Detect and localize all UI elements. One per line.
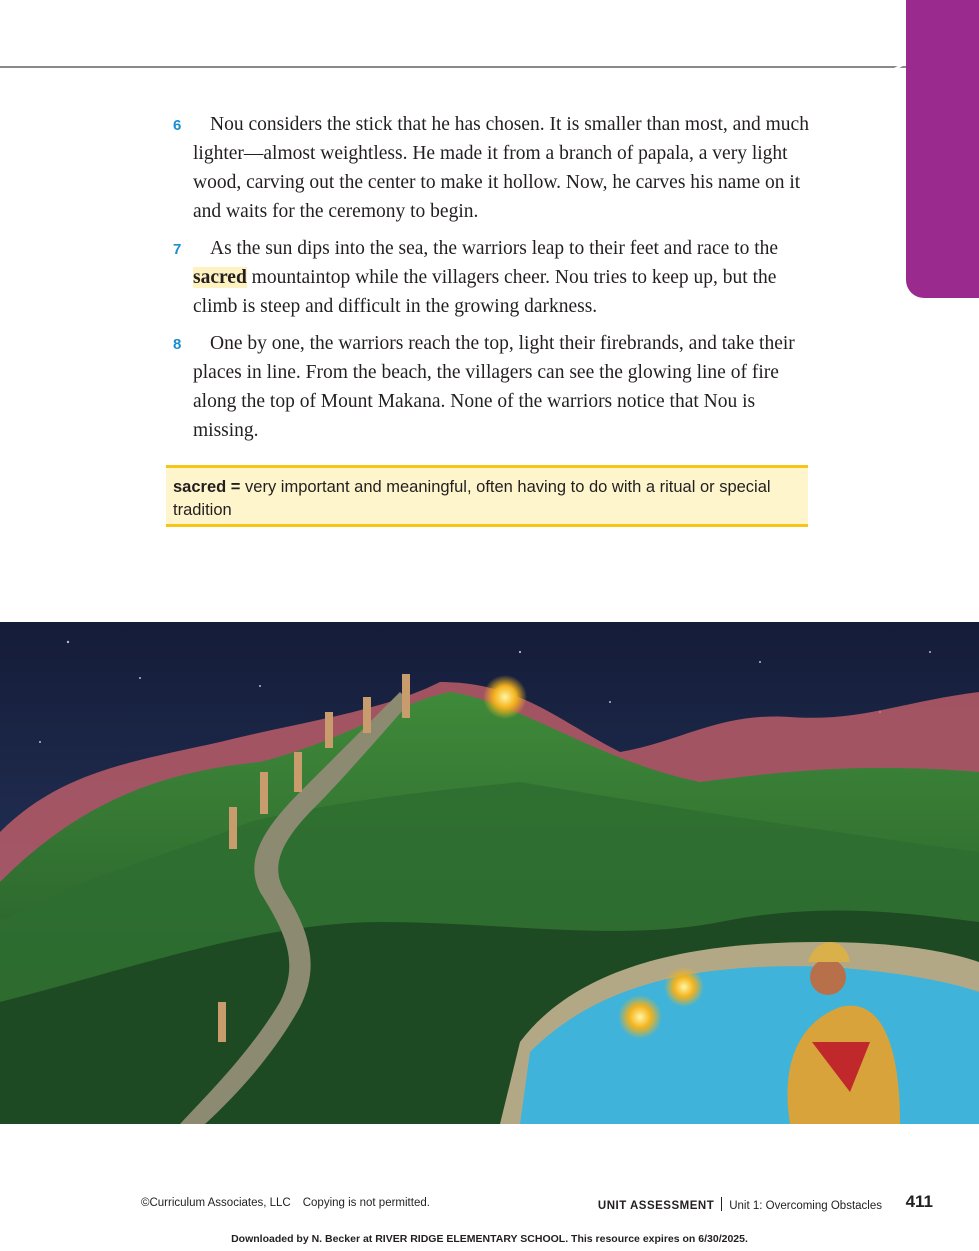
paragraph-text: mountaintop while the villagers cheer. Nou tries to keep up, but the climb is steep and difficult in the growing darkness.	[193, 267, 777, 317]
glossary-term: sacred =	[173, 478, 241, 496]
paragraph-8	[170, 329, 810, 445]
copy-notice: Copying is not permitted.	[302, 1197, 430, 1209]
footer-divider	[721, 1197, 722, 1211]
paragraph-number: 7	[173, 241, 182, 258]
glossary-box	[166, 465, 808, 527]
paragraph-number: 6	[173, 117, 182, 134]
paragraph-number: 8	[173, 336, 182, 353]
passage	[170, 110, 810, 453]
footer-right	[598, 1197, 882, 1212]
page-footer	[0, 1192, 979, 1216]
copyright: ©Curriculum Associates, LLC	[141, 1197, 291, 1209]
unit-tab-label: UNIT 1 • ASSESSMENT	[885, 44, 908, 293]
paragraph-text: As the sun dips into the sea, the warriors leap to their feet and race to the	[210, 238, 779, 259]
paragraph-text: One by one, the warriors reach the top, light their firebrands, and take their places in line. From the beach, the villagers can see the glowing line of fire along the top of Mount Makana. None of the warriors notice that Nou is missing.	[193, 333, 795, 441]
unit-tab	[906, 0, 979, 298]
vocab-word-sacred[interactable]: sacred	[193, 267, 247, 288]
footer-section-label: UNIT ASSESSMENT	[597, 1200, 715, 1212]
paragraph-6	[170, 110, 810, 226]
glossary-definition: very important and meaningful, often having to do with a ritual or special tradition	[173, 478, 771, 519]
footer-unit: Unit 1: Overcoming Obstacles	[729, 1200, 882, 1212]
footer-left	[141, 1197, 430, 1209]
story-illustration	[0, 622, 979, 1124]
page-number: 411	[905, 1192, 933, 1211]
paragraph-text: Nou considers the stick that he has chosen. It is smaller than most, and much lighter—almost weightless. He made it from a branch of papala, a very light wood, carving out the center to make it hollow. Now, he carves his name on it and waits for the ceremony to begin.	[193, 114, 809, 222]
header-rule	[0, 66, 979, 68]
download-note: Downloaded by N. Becker at RIVER RIDGE ELEMENTARY SCHOOL. This resource expires on 6/30/2025.	[231, 1233, 748, 1245]
paragraph-7	[170, 234, 810, 321]
